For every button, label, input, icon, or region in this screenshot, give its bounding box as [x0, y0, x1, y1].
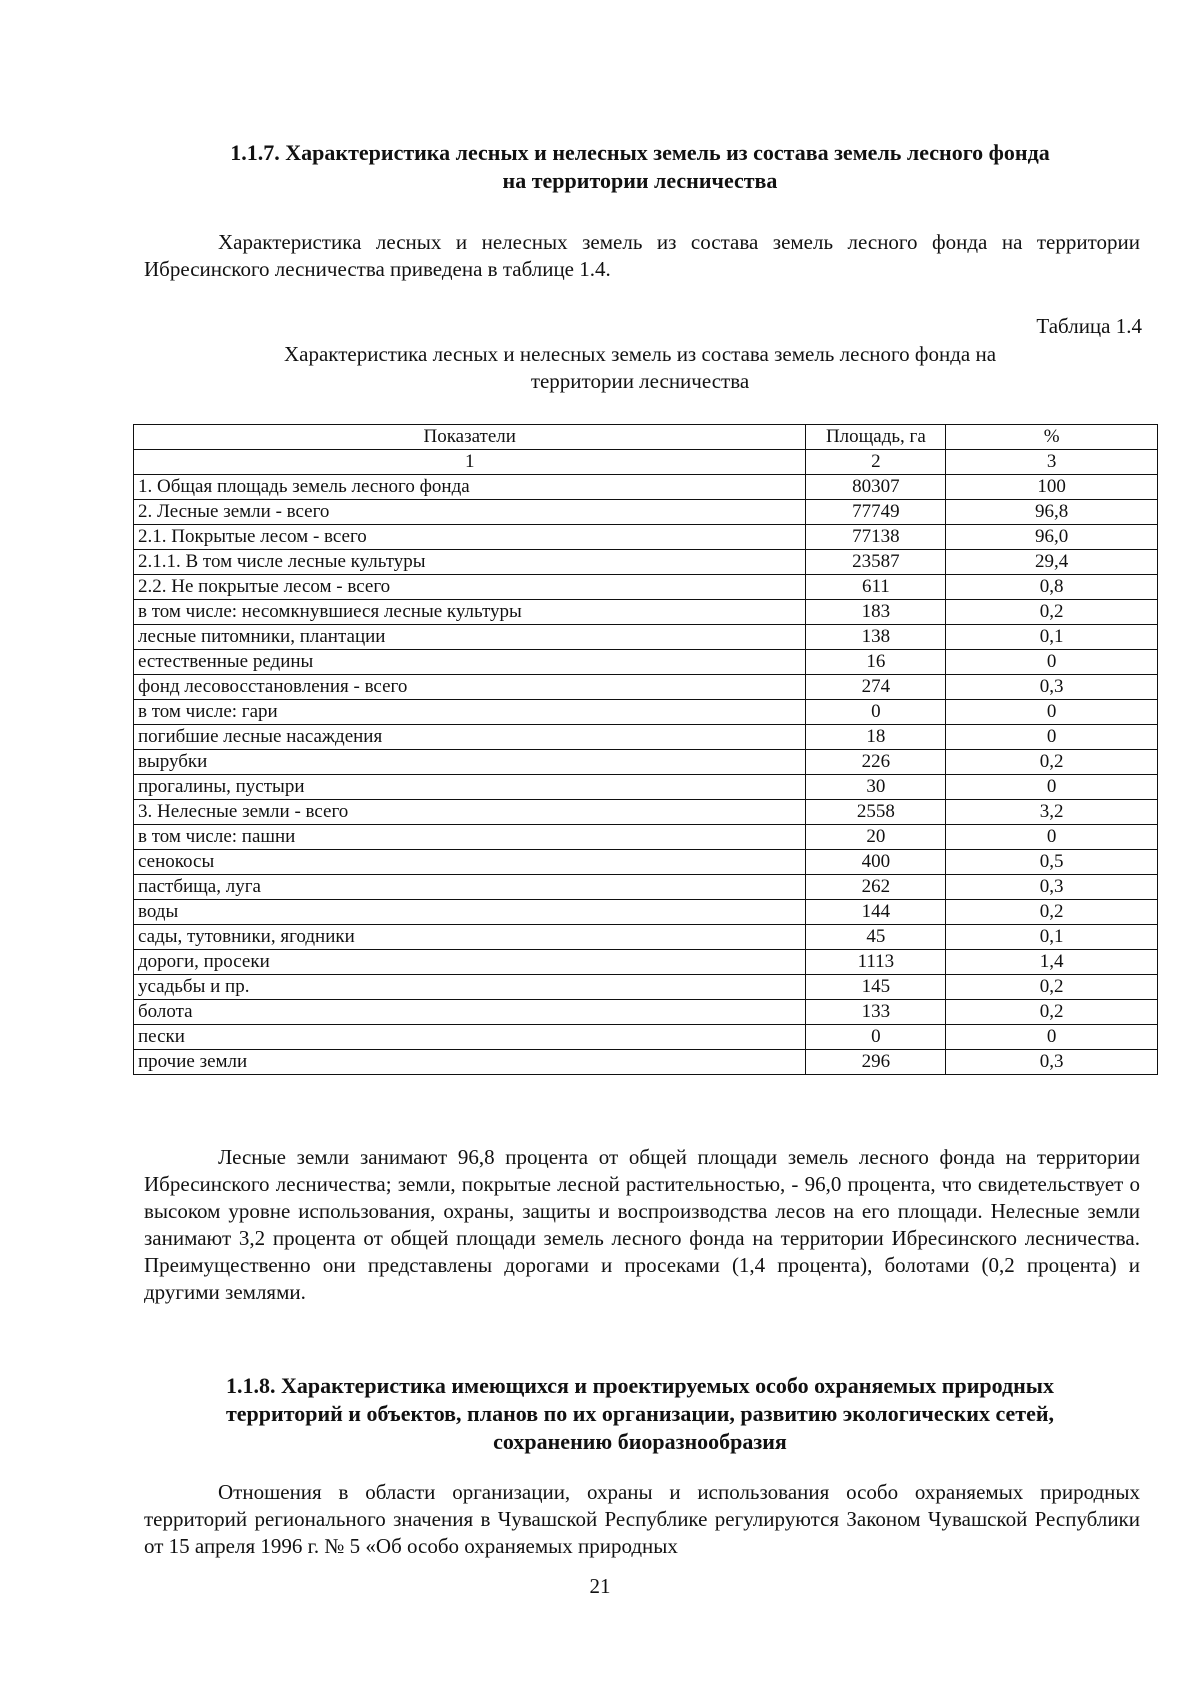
row-indicator: 2.1. Покрытые лесом - всего: [134, 525, 806, 550]
row-indicator: вырубки: [134, 750, 806, 775]
row-percent: 3,2: [946, 800, 1158, 825]
row-area: 138: [806, 625, 946, 650]
row-area: 23587: [806, 550, 946, 575]
row-area: 611: [806, 575, 946, 600]
protected-areas-paragraph: Отношения в области организации, охраны и использования особо охраняемых природных территорий регионального значения в Чувашской Республике регулируются Законом Чувашской Республики от 15 апреля 1996 г. № 5 «Об особо охраняемых природных: [144, 1480, 1140, 1558]
caption-line: Характеристика лесных и нелесных земель из состава земель лесного фонда на: [283, 342, 997, 366]
row-percent: 0: [946, 825, 1158, 850]
table-row: [134, 975, 1158, 1000]
row-percent: 0: [946, 775, 1158, 800]
caption-line: территории лесничества: [530, 369, 750, 393]
row-area: 145: [806, 975, 946, 1000]
row-percent: 0,5: [946, 850, 1158, 875]
row-percent: 0,2: [946, 975, 1158, 1000]
section-heading-1-1-7: [140, 139, 1140, 195]
row-percent: 0: [946, 700, 1158, 725]
row-percent: 0: [946, 650, 1158, 675]
table-row: [134, 1000, 1158, 1025]
table-row: [134, 650, 1158, 675]
row-percent: 0,2: [946, 750, 1158, 775]
table-row: [134, 725, 1158, 750]
row-indicator: 2. Лесные земли - всего: [134, 500, 806, 525]
row-percent: 0,8: [946, 575, 1158, 600]
heading-line: 1.1.8. Характеристика имеющихся и проектируемых особо охраняемых природных: [226, 1373, 1054, 1398]
table-row: [134, 750, 1158, 775]
section-heading-1-1-8: [140, 1372, 1140, 1456]
table-row: [134, 825, 1158, 850]
table-row: [134, 875, 1158, 900]
row-percent: 96,8: [946, 500, 1158, 525]
row-indicator: 2.1.1. В том числе лесные культуры: [134, 550, 806, 575]
table-row: [134, 1050, 1158, 1075]
row-indicator: 3. Нелесные земли - всего: [134, 800, 806, 825]
table-number: Таблица 1.4: [1036, 314, 1142, 338]
table-row: [134, 500, 1158, 525]
summary-paragraph: Лесные земли занимают 96,8 процента от общей площади земель лесного фонда на территории Ибресинского лесничества; земли, покрытые лесной растительностью, - 96,0 процента, что свидетельствует о высоком уровне использования, охраны, защиты и воспроизводства лесов на его площади. Нелесные земли занимают 3,2 процента от общей площади земель лесного фонда на территории Ибресинского лесничества. Преимущественно они представлены дорогами и просеками (1,4 процента), болотами (0,2 процента) и другими землями.: [144, 1145, 1140, 1304]
row-indicator: болота: [134, 1000, 806, 1025]
table-row: [134, 600, 1158, 625]
row-indicator: сады, тутовники, ягодники: [134, 925, 806, 950]
row-indicator: в том числе: пашни: [134, 825, 806, 850]
table-row: [134, 800, 1158, 825]
row-indicator: воды: [134, 900, 806, 925]
table-row: [134, 1025, 1158, 1050]
table-row: [134, 700, 1158, 725]
row-area: 0: [806, 700, 946, 725]
column-number: 2: [806, 450, 946, 475]
row-area: 274: [806, 675, 946, 700]
row-percent: 0,3: [946, 675, 1158, 700]
row-area: 20: [806, 825, 946, 850]
table-caption: [140, 341, 1140, 395]
table-header-row: [134, 425, 1158, 450]
row-indicator: сенокосы: [134, 850, 806, 875]
row-indicator: 1. Общая площадь земель лесного фонда: [134, 475, 806, 500]
table-row: [134, 925, 1158, 950]
row-indicator: фонд лесовосстановления - всего: [134, 675, 806, 700]
row-percent: 0: [946, 1025, 1158, 1050]
table-body: [134, 475, 1158, 1075]
table-row: [134, 775, 1158, 800]
row-area: 18: [806, 725, 946, 750]
header-indicators: Показатели: [134, 425, 806, 450]
row-area: 262: [806, 875, 946, 900]
row-percent: 100: [946, 475, 1158, 500]
row-area: 0: [806, 1025, 946, 1050]
row-area: 77138: [806, 525, 946, 550]
row-area: 400: [806, 850, 946, 875]
row-percent: 0,2: [946, 900, 1158, 925]
table-row: [134, 950, 1158, 975]
column-number: 3: [946, 450, 1158, 475]
row-area: 133: [806, 1000, 946, 1025]
row-indicator: прочие земли: [134, 1050, 806, 1075]
table-column-number-row: [134, 450, 1158, 475]
row-area: 2558: [806, 800, 946, 825]
table-row: [134, 625, 1158, 650]
row-percent: 0,2: [946, 600, 1158, 625]
row-percent: 0,3: [946, 1050, 1158, 1075]
row-indicator: дороги, просеки: [134, 950, 806, 975]
row-indicator: естественные редины: [134, 650, 806, 675]
row-area: 144: [806, 900, 946, 925]
row-area: 1113: [806, 950, 946, 975]
row-indicator: пастбища, луга: [134, 875, 806, 900]
table-row: [134, 475, 1158, 500]
row-indicator: 2.2. Не покрытые лесом - всего: [134, 575, 806, 600]
row-area: 16: [806, 650, 946, 675]
row-indicator: лесные питомники, плантации: [134, 625, 806, 650]
row-percent: 29,4: [946, 550, 1158, 575]
row-percent: 0,2: [946, 1000, 1158, 1025]
header-area: Площадь, га: [806, 425, 946, 450]
row-percent: 0,3: [946, 875, 1158, 900]
row-indicator: в том числе: гари: [134, 700, 806, 725]
row-area: 30: [806, 775, 946, 800]
table-row: [134, 675, 1158, 700]
heading-line: 1.1.7. Характеристика лесных и нелесных земель из состава земель лесного фонда: [230, 140, 1050, 165]
row-indicator: пески: [134, 1025, 806, 1050]
heading-line: на территории лесничества: [502, 168, 778, 193]
heading-line: территорий и объектов, планов по их организации, развитию экологических сетей,: [225, 1401, 1055, 1426]
row-percent: 0,1: [946, 925, 1158, 950]
row-indicator: погибшие лесные насаждения: [134, 725, 806, 750]
row-area: 80307: [806, 475, 946, 500]
land-characteristics-table: [133, 424, 1158, 1075]
page-number: 21: [589, 1574, 611, 1598]
table-row: [134, 525, 1158, 550]
row-percent: 0,1: [946, 625, 1158, 650]
row-area: 296: [806, 1050, 946, 1075]
intro-paragraph: Характеристика лесных и нелесных земель из состава земель лесного фонда на территории Ибресинского лесничества приведена в таблице 1.4.: [144, 230, 1140, 281]
row-indicator: в том числе: несомкнувшиеся лесные культуры: [134, 600, 806, 625]
table-row: [134, 550, 1158, 575]
table-row: [134, 900, 1158, 925]
row-percent: 0: [946, 725, 1158, 750]
header-percent: %: [946, 425, 1158, 450]
column-number: 1: [134, 450, 806, 475]
row-area: 77749: [806, 500, 946, 525]
heading-line: сохранению биоразнообразия: [493, 1429, 787, 1454]
table-row: [134, 850, 1158, 875]
row-area: 226: [806, 750, 946, 775]
row-indicator: усадьбы и пр.: [134, 975, 806, 1000]
row-area: 45: [806, 925, 946, 950]
table-row: [134, 575, 1158, 600]
row-area: 183: [806, 600, 946, 625]
row-indicator: прогалины, пустыри: [134, 775, 806, 800]
row-percent: 96,0: [946, 525, 1158, 550]
row-percent: 1,4: [946, 950, 1158, 975]
